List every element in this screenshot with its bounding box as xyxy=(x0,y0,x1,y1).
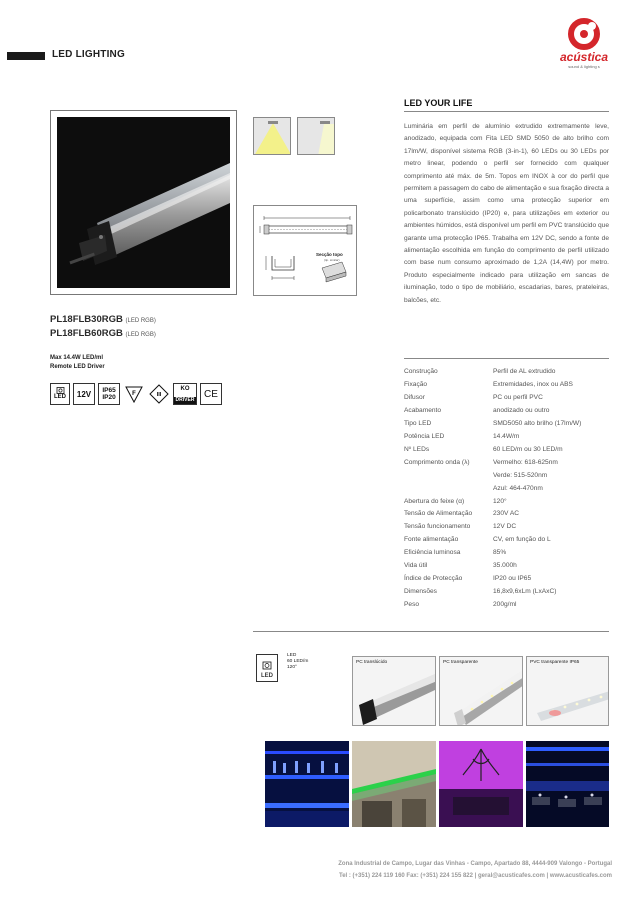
spec-row xyxy=(404,562,614,569)
variant-pc-translucent xyxy=(352,656,436,726)
model-code-text: PL18FLB60RGB xyxy=(50,328,123,339)
model-code xyxy=(50,314,156,325)
ip-rating-icon: IP65 IP20 xyxy=(98,383,120,405)
spec-row xyxy=(404,549,614,556)
application-photo-ceiling xyxy=(352,741,436,827)
header-bar xyxy=(7,52,45,60)
logo-tagline: sound & lighting s xyxy=(568,64,600,69)
divider xyxy=(404,111,609,112)
spec-key: Abertura do feixe (α) xyxy=(404,497,465,505)
spec-row xyxy=(404,485,614,492)
led-specs: LED 60 LED/m 120° xyxy=(287,653,309,670)
model-suffix: (LED RGB) xyxy=(125,332,156,338)
led-icon: LED xyxy=(50,383,70,405)
spec-value: 60 LED/m ou 30 LED/m xyxy=(493,445,563,453)
spec-value: 12V DC xyxy=(493,523,517,531)
spec-value: anodizado ou outro xyxy=(493,406,550,414)
led-profile-image xyxy=(57,117,230,288)
spec-key: Construção xyxy=(404,368,438,375)
spec-key: Eficiência luminosa xyxy=(404,549,461,557)
spec-row xyxy=(404,498,614,505)
spec-value: 85% xyxy=(493,549,507,557)
beam-thumbnail-wide xyxy=(253,117,291,155)
spec-value: 200g/ml xyxy=(493,601,517,609)
spec-key: Tensão de Alimentação xyxy=(404,510,473,518)
logo-mark-icon xyxy=(548,14,620,54)
footer-contacts[interactable]: Tel : (+351) 224 119 160 Fax: (+351) 224 155 822 | geral@acusticafes.com | www.acusticafes.com xyxy=(338,873,612,879)
application-photo-lounge xyxy=(439,741,523,827)
drawing-sublabel: (tip. similar) xyxy=(324,258,340,262)
ko-driver-icon: KO DRIVER xyxy=(173,383,197,405)
spec-row xyxy=(404,459,614,466)
footer-address: Zona Industrial de Campo, Lugar das Vinhas - Campo, Apartado 88, 4444-909 Valongo - Portugal xyxy=(338,861,612,867)
model-code-text: PL18FLB30RGB xyxy=(50,314,123,325)
ce-mark-icon: CE xyxy=(200,383,222,405)
spec-key: Dimensões xyxy=(404,588,437,596)
spec-key: Acabamento xyxy=(404,406,442,414)
spec-row xyxy=(404,381,614,388)
divider xyxy=(404,358,609,359)
spec-key: Potência LED xyxy=(404,432,445,440)
spec-key: Nº LEDs xyxy=(404,445,430,453)
power-note: Max 14.4W LED/ml xyxy=(50,355,104,361)
spec-key: Índice de Protecção xyxy=(404,575,463,583)
model-suffix: (LED RGB) xyxy=(125,318,156,324)
driver-note: Remote LED Driver xyxy=(50,364,105,370)
certification-icons xyxy=(50,383,222,407)
spec-value: 230V AC xyxy=(493,510,520,518)
company-logo[interactable] xyxy=(548,14,628,74)
description-text: Luminária em perfil de alumínio extrudido extremamente leve, anodizado, equipada com Fita LED SMD 5050 de alto brilho com 17lm/W, disponível sistema RGB (3-in-1), 60 LEDs ou 30 LEDs por metro linear, podendo o perfil ser fornecido com qualquer comprimento até máx. de 5m. Topos em INOX à cor do perfil que permitem a passagem do cabo de alimentação e sua fixação directa a uma superfície, assim como uma protecção superior em policarbonato translúcido (IP20) e, para utilizações em exterior ou ambientes húmidos, está disponível um perfil em PVC translúcido que garante uma protecção IP65. Trabalha em 12V DC, sendo a fonte de alimentação escolhida em função do comprimento de perfil utilizado com base num consumo aproximado de 1,2A (14,4W) por metro. Produto especialmente indicado para utilização em sancas de iluminação, todo o tipo de mobiliário, escadarias, bares, prateleiras, balcões, etc. xyxy=(404,123,609,304)
led-tile-icon: LED xyxy=(256,654,278,682)
variant-pc-transparent xyxy=(439,656,523,726)
spec-key: Tipo LED xyxy=(404,419,432,427)
drawing-label: Secção topo xyxy=(316,252,343,257)
spec-row xyxy=(404,394,614,401)
spec-key: Vida útil xyxy=(404,562,428,570)
spec-row xyxy=(404,446,614,453)
spec-value: 16,8x9,6xLm (LxAxC) xyxy=(493,588,557,596)
application-photo-bar xyxy=(265,741,349,827)
spec-key xyxy=(404,472,493,479)
spec-key: Tensão funcionamento xyxy=(404,523,471,531)
spec-row xyxy=(404,472,614,479)
svg-text:F: F xyxy=(132,391,136,397)
spec-value: PC ou perfil PVC xyxy=(493,393,543,401)
f-mark-icon xyxy=(123,383,145,405)
spec-key: Peso xyxy=(404,601,420,609)
spec-row xyxy=(404,588,614,595)
spec-value: 14.4W/m xyxy=(493,432,520,440)
variant-label: PC translúcido xyxy=(356,660,388,665)
product-photo xyxy=(50,110,237,295)
spec-value: 120° xyxy=(493,497,507,505)
description-title: LED YOUR LIFE xyxy=(404,98,473,108)
spec-row xyxy=(404,368,614,375)
voltage-icon: 12V xyxy=(73,383,95,405)
variant-label: PVC transparente IP65 xyxy=(530,660,580,665)
model-code xyxy=(50,328,156,339)
variant-label: PC transparente xyxy=(443,660,478,665)
spec-key: Fonte alimentação xyxy=(404,536,459,544)
spec-key: Comprimento onda (λ) xyxy=(404,458,470,466)
spec-row xyxy=(404,420,614,427)
spec-value: 35.000h xyxy=(493,562,517,570)
spec-key xyxy=(404,485,493,492)
spec-value: Verde: 515-520nm xyxy=(493,471,548,479)
logo-name: acústica xyxy=(559,50,609,64)
divider xyxy=(253,631,609,632)
spec-row xyxy=(404,523,614,530)
spec-row xyxy=(404,433,614,440)
spec-key: Difusor xyxy=(404,393,425,401)
spec-value: IP20 ou IP65 xyxy=(493,575,532,583)
spec-value: Perfil de AL extrudido xyxy=(493,368,556,375)
spec-row xyxy=(404,536,614,543)
spec-value: Vermelho: 618-625nm xyxy=(493,458,558,466)
spec-row xyxy=(404,575,614,582)
class-iii-icon xyxy=(148,383,170,405)
spec-row xyxy=(404,407,614,414)
spec-value: SMD5050 alto brilho (17lm/W) xyxy=(493,419,582,427)
application-photo-restaurant xyxy=(526,741,609,827)
spec-key: Fixação xyxy=(404,380,428,388)
variant-pvc-ip65 xyxy=(526,656,609,726)
svg-text:III: III xyxy=(156,392,162,398)
section-title: LED LIGHTING xyxy=(52,49,125,60)
beam-thumbnail-side xyxy=(297,117,335,155)
spec-row xyxy=(404,601,614,608)
spec-value: CV, em função do L xyxy=(493,536,551,544)
spec-row xyxy=(404,510,614,517)
technical-drawing xyxy=(253,205,357,296)
spec-value: Extremidades, inox ou ABS xyxy=(493,380,573,388)
spec-value: Azul: 464-470nm xyxy=(493,484,543,492)
